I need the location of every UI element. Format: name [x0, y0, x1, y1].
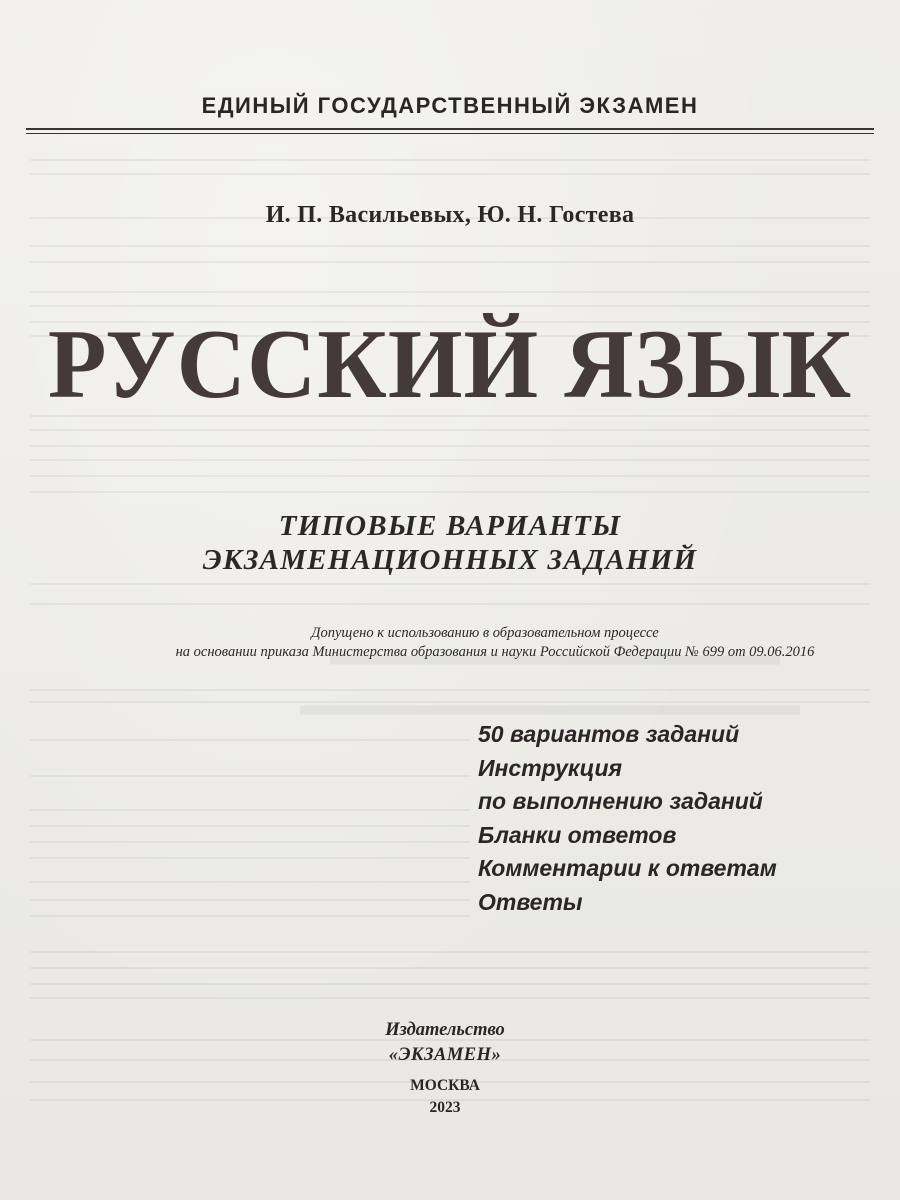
publisher [300, 1018, 590, 1068]
contents-item: Бланки ответов [478, 821, 677, 848]
imprint-city: МОСКВА [410, 1077, 480, 1094]
imprint [300, 1075, 590, 1119]
series-title: ЕДИНЫЙ ГОСУДАРСТВЕННЫЙ ЭКЗАМЕН [201, 93, 699, 118]
approval-note [0, 624, 900, 662]
contents-item: Ответы [478, 888, 583, 915]
book-subtitle [0, 509, 900, 577]
authors: И. П. Васильевых, Ю. Н. Гостева [265, 202, 635, 228]
contents-item: 50 вариантов заданий [478, 721, 740, 747]
imprint-year: 2023 [429, 1099, 461, 1116]
book-title: РУССКИЙ ЯЗЫК [47, 308, 853, 419]
approval-line-2: на основании приказа Министерства образования и науки Российской Федерации № 699 от 09.06.2016 [175, 644, 815, 660]
publisher-name: «ЭКЗАМЕН» [388, 1045, 502, 1065]
header-rule-thin [26, 133, 874, 134]
contents-list [478, 718, 888, 919]
publisher-label: Издательство [385, 1020, 505, 1040]
approval-line-1: Допущено к использованию в образовательном процессе [311, 625, 659, 641]
subtitle-line-2: ЭКЗАМЕНАЦИОННЫХ ЗАДАНИЙ [202, 544, 698, 576]
subtitle-line-1: ТИПОВЫЕ ВАРИАНТЫ [278, 510, 622, 542]
header-rule-thick [26, 128, 874, 130]
contents-item: Инструкция [478, 754, 623, 781]
contents-item: Комментарии к ответам [478, 855, 777, 881]
contents-item: по выполнению заданий [478, 788, 763, 814]
